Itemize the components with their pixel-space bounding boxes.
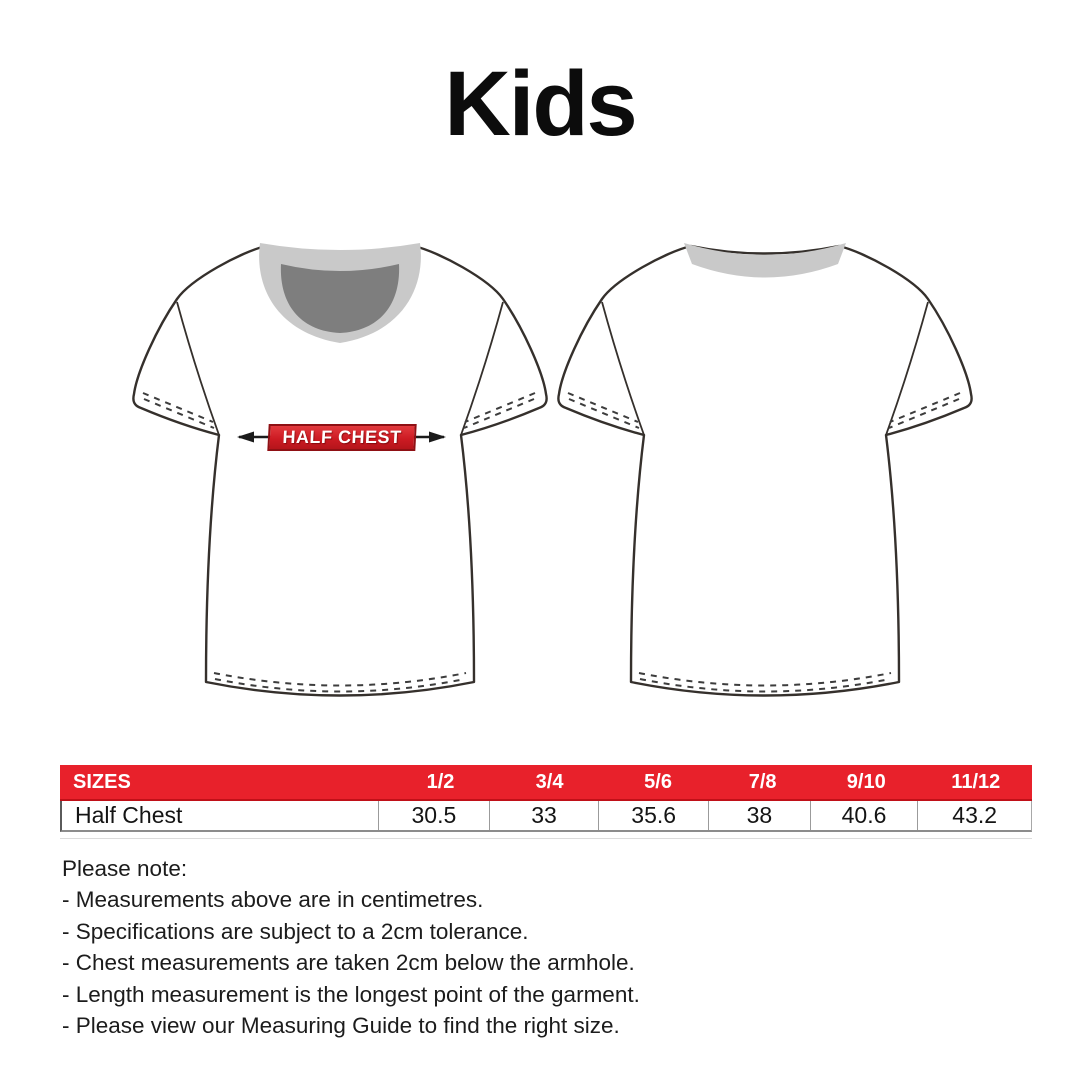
value-9-10: 40.6: [810, 801, 918, 830]
header-cell-1-2: 1/2: [426, 770, 455, 793]
page-title: Kids: [444, 53, 636, 155]
notes-block: [62, 853, 640, 1041]
value-1-2: 30.5: [378, 801, 489, 830]
note-item-guide: - Please view our Measuring Guide to find the right size.: [62, 1013, 620, 1039]
header-cell-7-8: 7/8: [748, 770, 777, 793]
table-underline: [60, 804, 1032, 839]
front-shirt-diagram: [129, 230, 549, 715]
header-cell-5-6: 5/6: [644, 770, 672, 793]
note-item-tolerance: - Specifications are subject to a 2cm tolerance.: [62, 918, 529, 944]
header-cell-9-10: 9/10: [846, 770, 886, 793]
notes-heading: Please note:: [62, 856, 188, 881]
header-cell-11-12: 11/12: [951, 770, 1001, 793]
half-chest-label: HALF CHEST: [267, 424, 416, 451]
note-item-units: - Measurements above are in centimetres.: [62, 887, 484, 913]
header-cell-sizes: SIZES: [73, 770, 131, 793]
note-item-length: - Length measurement is the longest point of the garment.: [62, 981, 640, 1007]
value-7-8: 38: [708, 801, 810, 830]
value-3-4: 33: [489, 801, 599, 830]
back-shirt-outline: [558, 246, 971, 696]
value-5-6: 35.6: [598, 801, 708, 830]
value-11-12: 43.2: [917, 801, 1031, 830]
back-shirt-diagram: [554, 230, 974, 715]
note-item-chest: - Chest measurements are taken 2cm below the armhole.: [62, 950, 635, 976]
row-label-half-chest: Half Chest: [75, 802, 183, 828]
size-table-header: [60, 765, 1032, 801]
header-cell-3-4: 3/4: [535, 770, 564, 793]
